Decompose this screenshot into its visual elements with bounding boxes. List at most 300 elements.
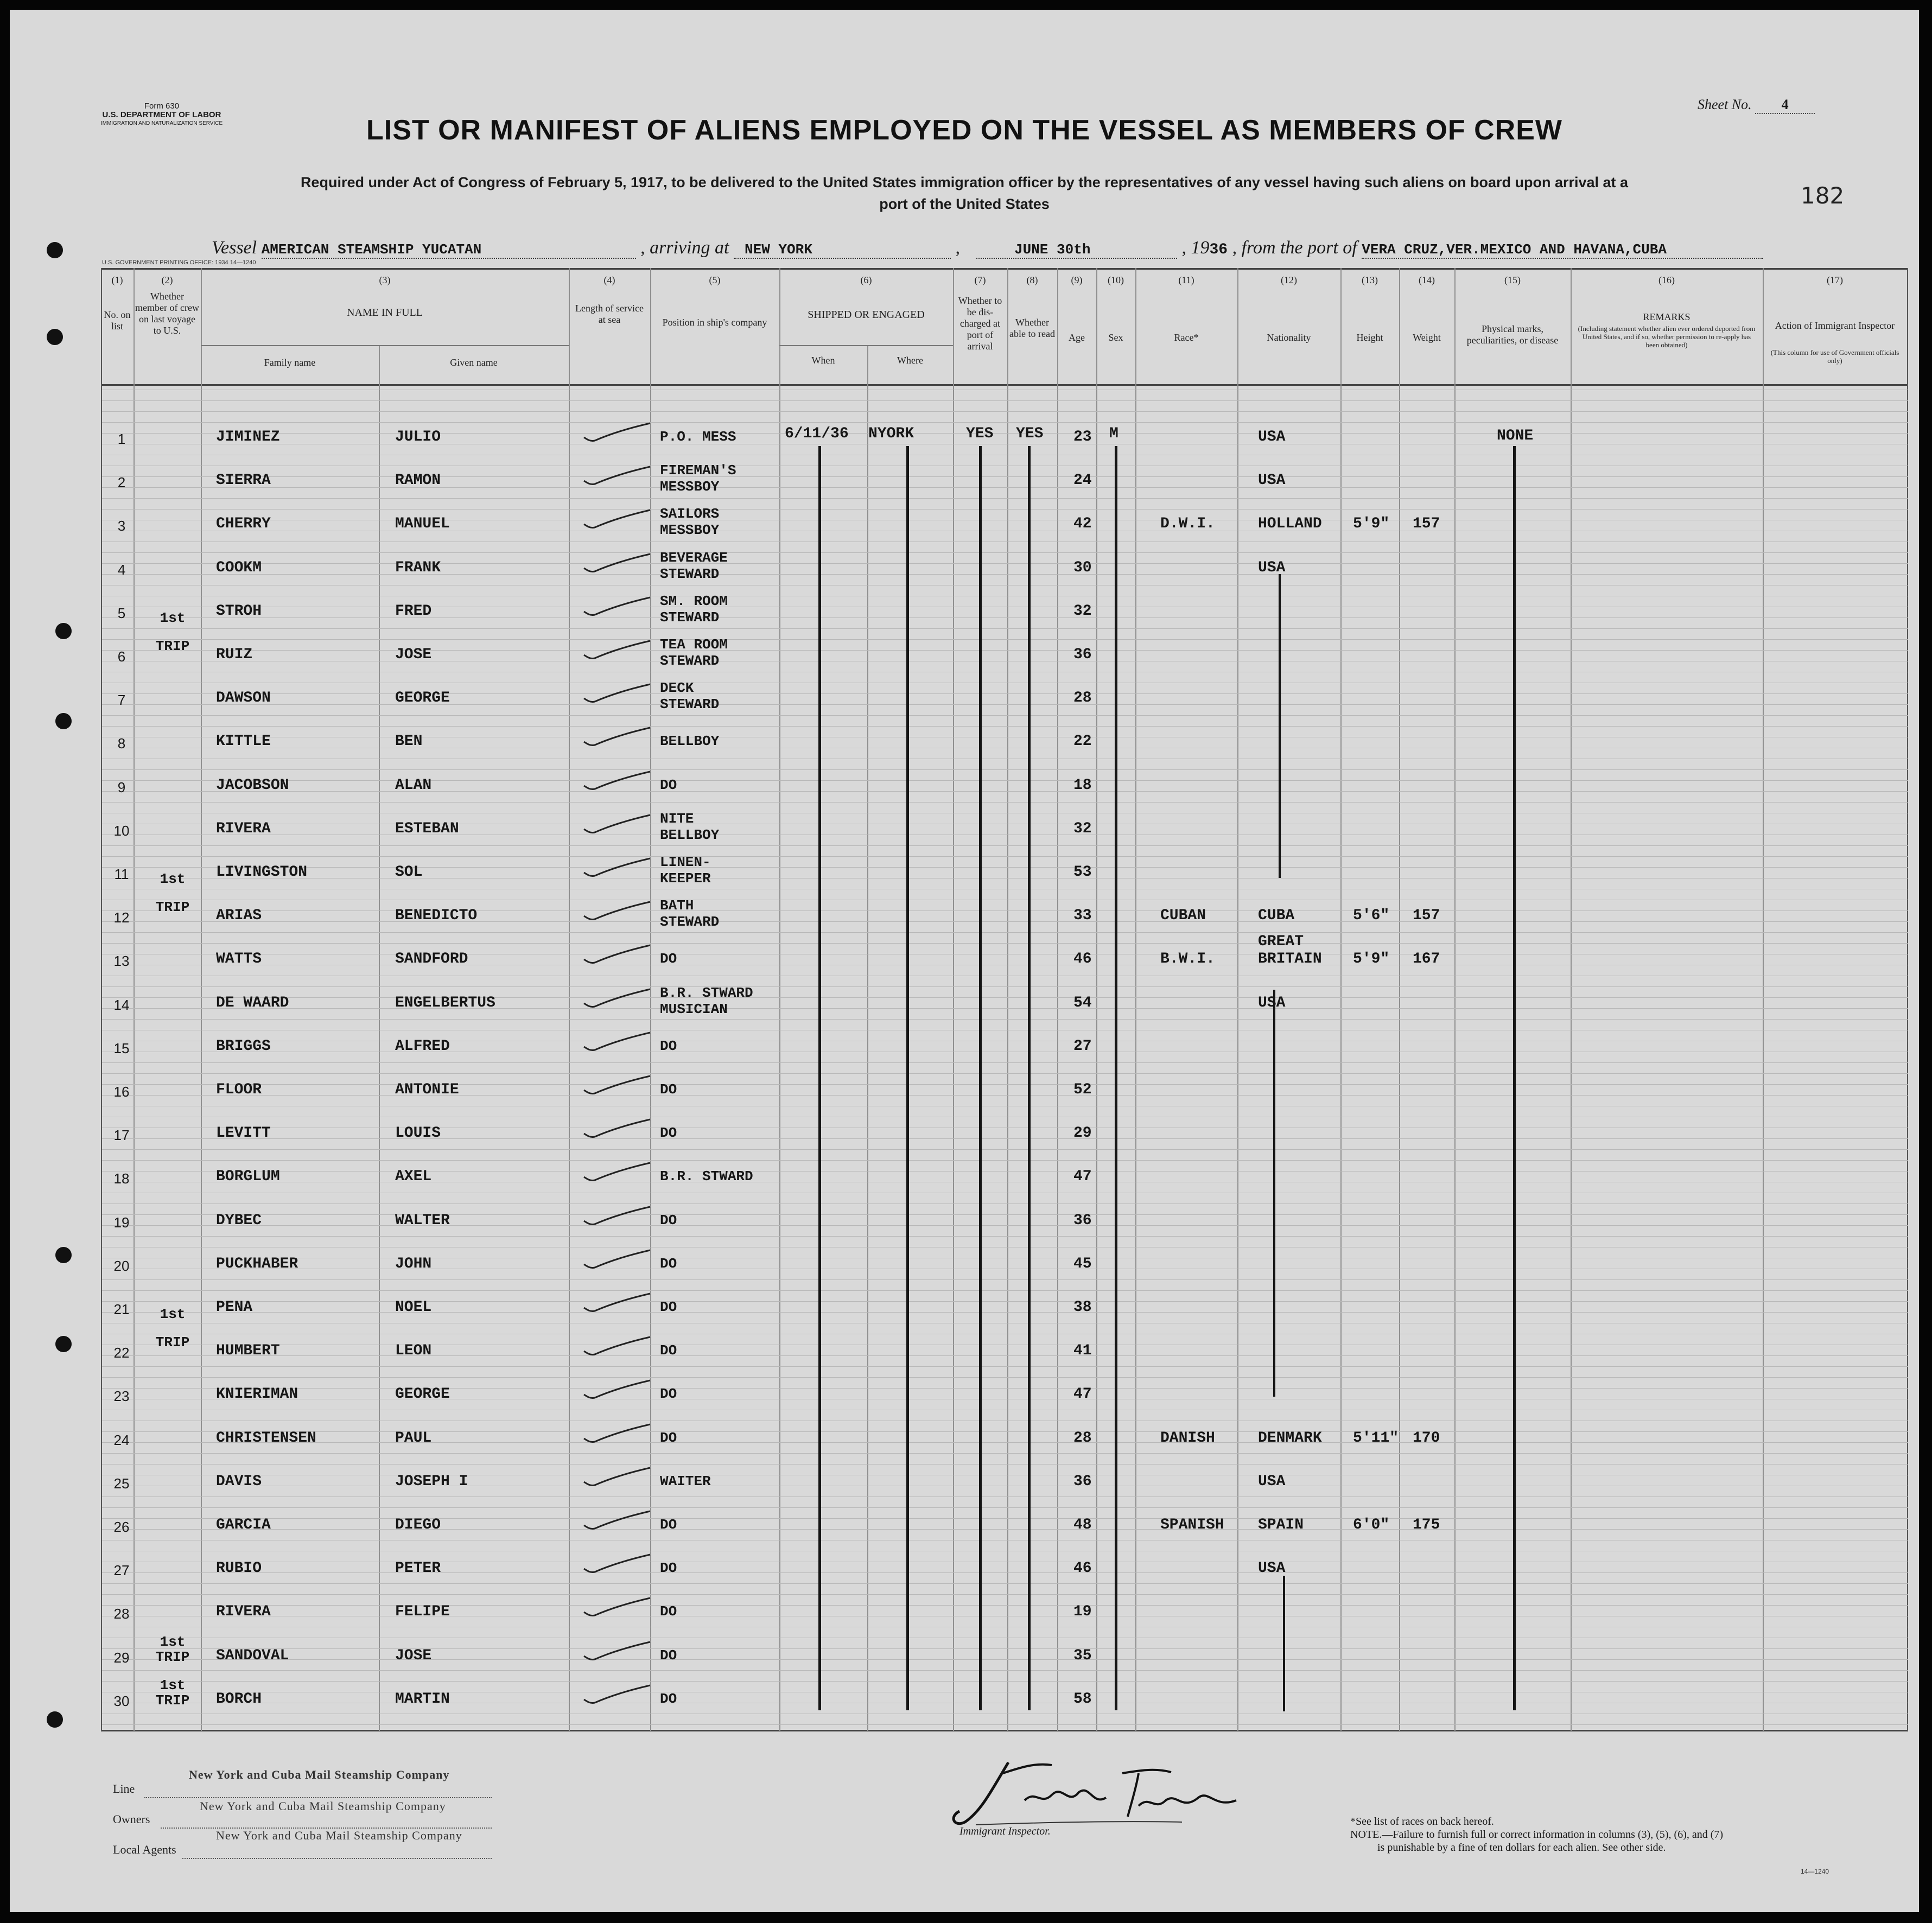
ruling-line	[102, 986, 1908, 987]
given-name: MANUEL	[395, 515, 450, 532]
table-row	[10, 1334, 1919, 1370]
nationality: DENMARK	[1258, 1430, 1322, 1447]
height: 5'11"	[1353, 1430, 1399, 1447]
family-name: COOKM	[216, 559, 262, 576]
penalty-note-2: is punishable by a fine of ten dollars for each alien. See other side.	[1377, 1842, 1666, 1854]
penalty-note	[1350, 1829, 1723, 1841]
col-number-9: (9)	[1071, 275, 1083, 285]
year-prefix: , 19	[1181, 238, 1210, 258]
checkmark-icon	[580, 552, 656, 576]
checkmark-icon	[580, 1640, 656, 1664]
given-name: FRANK	[395, 559, 441, 576]
header-whether-member: Whether member of crew on last voyage to U.S.	[135, 291, 199, 336]
position: DO	[660, 1430, 677, 1446]
checkmark-icon	[580, 1291, 656, 1315]
given-name: SANDFORD	[395, 951, 468, 967]
ruling-line	[102, 1507, 1908, 1508]
table-row	[10, 772, 1919, 804]
table-row	[10, 933, 1919, 978]
given-name: ALAN	[395, 777, 432, 794]
subtitle-line-2: port of the United States	[879, 196, 1050, 212]
name-subheader-line	[201, 345, 569, 346]
form-code: 14—1240	[1801, 1868, 1829, 1875]
family-name: SANDOVAL	[216, 1647, 289, 1664]
age: 28	[1073, 690, 1092, 706]
given-name: ENGELBERTUS	[395, 995, 495, 1011]
binder-hole	[55, 623, 72, 639]
checkmark-icon	[580, 987, 656, 1011]
checkmark-icon	[580, 1117, 656, 1141]
checkmark-icon	[580, 725, 656, 749]
ruling-line	[102, 400, 1908, 401]
ruling-line	[102, 1724, 1908, 1725]
header-shipped-engaged: SHIPPED OR ENGAGED	[808, 309, 925, 321]
position: DO	[660, 1560, 677, 1576]
race: SPANISH	[1160, 1517, 1224, 1533]
nationality: USA	[1258, 429, 1286, 445]
col-number-12: (12)	[1281, 275, 1297, 285]
table-row	[10, 550, 1919, 587]
header-able-read: Whether able to read	[1009, 317, 1055, 339]
given-name: GEORGE	[395, 690, 450, 706]
age: 35	[1073, 1647, 1092, 1664]
position: DO	[660, 1212, 677, 1228]
position: BELLBOY	[660, 733, 720, 749]
header-discharged: Whether to be dis-charged at port of arrival	[958, 295, 1002, 352]
shipped-when: 6/11/36	[785, 425, 849, 442]
table-row	[10, 1207, 1919, 1239]
family-name: RIVERA	[216, 820, 271, 837]
row-number: 3	[117, 518, 126, 534]
checkmark-icon	[580, 1552, 656, 1576]
table-row	[10, 1598, 1919, 1631]
line-label: Line	[113, 1782, 135, 1795]
given-name: RAMON	[395, 472, 441, 489]
note-text: —Failure to furnish full or correct information in columns (3), (5), (6), and (7)	[1382, 1829, 1724, 1841]
given-name: DIEGO	[395, 1517, 441, 1533]
weight: 157	[1413, 907, 1440, 924]
binder-hole	[47, 329, 63, 345]
ruling-line	[102, 1160, 1908, 1161]
age: 46	[1073, 951, 1092, 967]
page-title: LIST OR MANIFEST OF ALIENS EMPLOYED ON THE VESSEL AS MEMBERS OF CREW	[366, 114, 1562, 146]
owners-label: Owners	[113, 1812, 150, 1826]
given-name: GEORGE	[395, 1386, 450, 1403]
age: 23	[1073, 429, 1092, 445]
row-number: 24	[113, 1432, 130, 1448]
col-number-8: (8)	[1026, 275, 1038, 285]
checkmark-icon	[580, 1074, 656, 1098]
binder-hole	[47, 1711, 63, 1728]
departure-port: VERA CRUZ,VER.MEXICO AND HAVANA,CUBA	[1362, 241, 1763, 259]
row-number: 20	[113, 1258, 130, 1274]
header-action-note: (This column for use of Government officials only)	[1770, 348, 1899, 365]
row-number: 7	[117, 692, 126, 708]
row-number: 16	[113, 1084, 130, 1100]
family-name: KNIERIMAN	[216, 1386, 298, 1403]
table-row	[10, 680, 1919, 717]
table-row	[10, 1076, 1919, 1109]
given-name: JOSE	[395, 1647, 432, 1664]
col-number-11: (11)	[1178, 275, 1194, 285]
given-name: WALTER	[395, 1212, 450, 1229]
ruling-line	[102, 1594, 1908, 1595]
age: 42	[1073, 515, 1092, 532]
age: 48	[1073, 1517, 1092, 1533]
checkmark-icon	[580, 1509, 656, 1533]
weight: 175	[1413, 1517, 1440, 1533]
discharged-value: YES	[966, 425, 994, 442]
row-number: 19	[113, 1214, 130, 1231]
age: 54	[1073, 995, 1092, 1011]
inspector-label: Immigrant Inspector.	[959, 1825, 1051, 1837]
given-name: MARTIN	[395, 1691, 450, 1708]
given-name: LOUIS	[395, 1125, 441, 1142]
vessel-label: Vessel	[212, 238, 257, 258]
agents-label: Local Agents	[113, 1843, 176, 1856]
nationality: USA	[1258, 559, 1286, 576]
table-row	[10, 854, 1919, 891]
age: 19	[1073, 1603, 1092, 1620]
row-number: 25	[113, 1475, 130, 1492]
given-name: FELIPE	[395, 1603, 450, 1620]
family-name: SIERRA	[216, 472, 271, 489]
row-number: 18	[113, 1170, 130, 1187]
row-number: 12	[113, 909, 130, 926]
family-name: LIVINGSTON	[216, 864, 308, 881]
checkmark-icon	[580, 508, 656, 532]
given-name: ALFRED	[395, 1038, 450, 1055]
age: 58	[1073, 1691, 1092, 1708]
owners-value: New York and Cuba Mail Steamship Company	[200, 1799, 446, 1813]
checkmark-icon	[580, 769, 656, 793]
height: 6'0"	[1353, 1517, 1390, 1533]
header-action: Action of Immigrant Inspector	[1775, 320, 1895, 331]
row-number: 17	[113, 1127, 130, 1143]
last-voyage: 1st	[160, 871, 186, 887]
col-number-14: (14)	[1419, 275, 1435, 285]
col-number-7: (7)	[974, 275, 986, 285]
col-number-13: (13)	[1362, 275, 1378, 285]
ruling-line	[102, 769, 1908, 770]
given-name: LEON	[395, 1342, 432, 1359]
row-number: 26	[113, 1519, 130, 1535]
family-name: PENA	[216, 1299, 253, 1316]
vessel-name: AMERICAN STEAMSHIP YUCATAN	[262, 241, 636, 259]
family-name: DAWSON	[216, 690, 271, 706]
position: DO	[660, 1386, 677, 1402]
physical-value: NONE	[1497, 428, 1534, 444]
age: 30	[1073, 559, 1092, 576]
given-name: NOEL	[395, 1299, 432, 1316]
col-number-10: (10)	[1108, 275, 1124, 285]
position: TEA ROOM STEWARD	[660, 636, 728, 669]
page-number: 182	[1801, 182, 1845, 209]
col-number-17: (17)	[1827, 275, 1843, 285]
manifest-sheet	[10, 10, 1919, 1912]
binder-hole	[55, 1247, 72, 1263]
races-note: *See list of races on back hereof.	[1350, 1816, 1494, 1828]
row-number: 4	[117, 562, 126, 578]
family-name: DYBEC	[216, 1212, 262, 1229]
department-name: U.S. DEPARTMENT OF LABOR	[102, 110, 221, 119]
checkmark-icon	[580, 682, 656, 706]
age: 41	[1073, 1342, 1092, 1359]
age: 32	[1073, 820, 1092, 837]
position: LINEN- KEEPER	[660, 854, 711, 887]
last-voyage: 1st	[160, 610, 186, 626]
form-number: Form 630	[144, 101, 180, 111]
age: 22	[1073, 733, 1092, 750]
header-when: When	[811, 355, 835, 366]
nationality: USA	[1258, 472, 1286, 489]
row-number: 27	[113, 1562, 130, 1578]
given-name: ANTONIE	[395, 1081, 459, 1098]
age: 36	[1073, 1212, 1092, 1229]
age: 52	[1073, 1081, 1092, 1098]
family-name: WATTS	[216, 951, 262, 967]
header-remarks: REMARKS	[1643, 311, 1690, 322]
binder-hole	[55, 1336, 72, 1352]
family-name: JACOBSON	[216, 777, 289, 794]
checkmark-icon	[580, 1596, 656, 1620]
table-top-border	[101, 268, 1908, 270]
row-number: 14	[113, 997, 130, 1013]
col-number-2: (2)	[161, 275, 173, 285]
table-bottom-border	[101, 1730, 1908, 1731]
given-name: JOHN	[395, 1256, 432, 1272]
race: DANISH	[1160, 1430, 1215, 1447]
row-number: 23	[113, 1388, 130, 1404]
table-row	[10, 1555, 1919, 1587]
position: DO	[660, 1256, 677, 1272]
header-weight: Weight	[1413, 332, 1441, 343]
checkmark-icon	[580, 1161, 656, 1185]
vessel-line: Vessel AMERICAN STEAMSHIP YUCATAN , arriving at NEW YORK , JUNE 30th , 1936 , from the port of VERA CRUZ,VER.MEXICO AND HAVANA,CUBA	[212, 238, 1763, 259]
nationality: SPAIN	[1258, 1517, 1304, 1533]
age: 47	[1073, 1168, 1092, 1185]
position: DO	[660, 1342, 677, 1359]
position: DO	[660, 1038, 677, 1054]
race: B.W.I.	[1160, 951, 1215, 967]
col-number-4: (4)	[603, 275, 615, 285]
table-row	[10, 636, 1919, 673]
given-name: AXEL	[395, 1168, 432, 1185]
table-row	[10, 1634, 1919, 1674]
last-voyage: TRIP	[155, 638, 190, 654]
checkmark-icon	[580, 1248, 656, 1272]
header-length-service: Length of service at sea	[575, 303, 644, 325]
family-name: PUCKHABER	[216, 1256, 298, 1272]
height: 5'9"	[1353, 951, 1390, 967]
age: 45	[1073, 1256, 1092, 1272]
ruling-line	[102, 1681, 1908, 1682]
ruling-line	[102, 943, 1908, 944]
header-sex: Sex	[1108, 332, 1123, 343]
position: BATH STEWARD	[660, 897, 720, 930]
binder-hole	[55, 713, 72, 729]
subtitle-line-1: Required under Act of Congress of February 5, 1917, to be delivered to the United States immigration officer by the representatives of any vessel having such aliens on board upon arrival at a	[300, 174, 1629, 190]
col-number-5: (5)	[709, 275, 721, 285]
family-name: RIVERA	[216, 1603, 271, 1620]
nationality: GREAT BRITAIN	[1258, 933, 1322, 967]
table-row	[10, 1380, 1919, 1413]
col-number-6: (6)	[860, 275, 872, 285]
family-name: RUIZ	[216, 646, 253, 663]
family-name: JIMINEZ	[216, 429, 280, 445]
last-voyage: 1st TRIP	[155, 1634, 190, 1665]
checkmark-icon	[580, 1335, 656, 1359]
col-number-1: (1)	[111, 275, 123, 285]
last-voyage: 1st TRIP	[155, 1677, 190, 1709]
family-name: BORGLUM	[216, 1168, 280, 1185]
family-name: STROH	[216, 603, 262, 620]
table-row	[10, 1163, 1919, 1195]
header-physical: Physical marks, peculiarities, or disease	[1466, 323, 1559, 346]
height: 5'9"	[1353, 515, 1390, 532]
checkmark-icon	[580, 1683, 656, 1707]
age: 27	[1073, 1038, 1092, 1055]
table-row	[10, 897, 1919, 934]
position: DO	[660, 1299, 677, 1315]
header-height: Height	[1356, 332, 1383, 343]
row-number: 1	[117, 431, 126, 447]
race: CUBAN	[1160, 907, 1206, 924]
row-number: 22	[113, 1345, 130, 1361]
family-name: GARCIA	[216, 1517, 271, 1533]
col-number-16: (16)	[1658, 275, 1675, 285]
header-no-on-list: No. on list	[104, 309, 131, 332]
position: BEVERAGE STEWARD	[660, 550, 728, 582]
given-name: JOSEPH I	[395, 1473, 468, 1490]
row-number: 29	[113, 1650, 130, 1666]
sex-value: M	[1109, 425, 1118, 442]
family-name: CHERRY	[216, 515, 271, 532]
header-given-name: Given name	[450, 357, 498, 368]
position: P.O. MESS	[660, 429, 736, 445]
checkmark-icon	[580, 1466, 656, 1489]
row-number: 6	[117, 648, 126, 665]
table-row	[10, 985, 1919, 1022]
age: 33	[1073, 907, 1092, 924]
checkmark-icon	[580, 464, 656, 488]
able-read-value: YES	[1016, 425, 1044, 442]
table-row	[10, 1250, 1919, 1283]
position: WAITER	[660, 1473, 711, 1489]
ruling-line	[102, 639, 1908, 640]
ruling-line	[102, 411, 1908, 412]
header-family-name: Family name	[264, 357, 316, 368]
age: 53	[1073, 864, 1092, 881]
age: 18	[1073, 777, 1092, 794]
age: 36	[1073, 1473, 1092, 1490]
position: DO	[660, 1647, 677, 1664]
position: DO	[660, 1691, 677, 1707]
position: SM. ROOM STEWARD	[660, 593, 728, 626]
table-row	[10, 1424, 1919, 1457]
note-label: NOTE.	[1350, 1829, 1382, 1841]
age: 38	[1073, 1299, 1092, 1316]
ruling-line	[102, 1290, 1908, 1291]
age: 36	[1073, 646, 1092, 663]
family-name: LEVITT	[216, 1125, 271, 1142]
family-name: KITTLE	[216, 733, 271, 750]
family-name: BRIGGS	[216, 1038, 271, 1055]
family-name: DE WAARD	[216, 995, 289, 1011]
binder-hole	[47, 242, 63, 258]
family-name: DAVIS	[216, 1473, 262, 1490]
position: FIREMAN'S MESSBOY	[660, 462, 736, 495]
position: DO	[660, 1081, 677, 1098]
arrival-year: 36	[1209, 241, 1228, 258]
row-number: 2	[117, 474, 126, 491]
header-bottom-border	[101, 384, 1908, 386]
given-name: FRED	[395, 603, 432, 620]
nationality: CUBA	[1258, 907, 1295, 924]
family-name: ARIAS	[216, 907, 262, 924]
row-number: 10	[113, 823, 130, 839]
line-rule	[144, 1796, 492, 1798]
page-subtitle	[118, 171, 1810, 215]
given-name: BENEDICTO	[395, 907, 478, 924]
from-label: , from the port of	[1232, 238, 1357, 258]
checkmark-icon	[580, 856, 656, 880]
ruling-line	[102, 856, 1908, 857]
header-nationality: Nationality	[1267, 332, 1311, 343]
position: B.R. STWARD	[660, 1168, 753, 1185]
position: DO	[660, 1125, 677, 1141]
header-remarks-note: (Including statement whether alien ever ordered deported from United States, and if so, whether permission to re-apply has been obtained)	[1578, 324, 1756, 349]
shipped-subheader-line	[779, 345, 953, 346]
family-name: FLOOR	[216, 1081, 262, 1098]
nationality: USA	[1258, 1560, 1286, 1577]
age: 32	[1073, 603, 1092, 620]
position: DO	[660, 777, 677, 793]
last-voyage: TRIP	[155, 1334, 190, 1351]
sheet-number: 4	[1755, 97, 1815, 114]
checkmark-icon	[580, 421, 656, 445]
given-name: JOSE	[395, 646, 432, 663]
family-name: RUBIO	[216, 1560, 262, 1577]
printing-office: U.S. GOVERNMENT PRINTING OFFICE: 1934 14—1240	[102, 259, 256, 266]
age: 46	[1073, 1560, 1092, 1577]
last-voyage: TRIP	[155, 899, 190, 915]
sheet-number-field	[1698, 97, 1815, 114]
agents-value: New York and Cuba Mail Steamship Company	[216, 1829, 462, 1842]
checkmark-icon	[580, 1378, 656, 1402]
given-name: SOL	[395, 864, 423, 881]
table-row	[10, 1677, 1919, 1718]
age: 28	[1073, 1430, 1092, 1447]
position: DO	[660, 1603, 677, 1620]
table-row	[10, 728, 1919, 760]
weight: 157	[1413, 515, 1440, 532]
given-name: ESTEBAN	[395, 820, 459, 837]
checkmark-icon	[580, 813, 656, 837]
row-number: 9	[117, 779, 126, 795]
table-row	[10, 811, 1919, 848]
header-position: Position in ship's company	[662, 317, 767, 328]
position: DECK STEWARD	[660, 680, 720, 712]
last-voyage: 1st	[160, 1306, 186, 1322]
position: NITE BELLBOY	[660, 811, 720, 843]
table-row	[10, 1119, 1919, 1152]
row-number: 5	[117, 605, 126, 621]
row-number: 30	[113, 1693, 130, 1709]
row-number: 28	[113, 1606, 130, 1622]
ruling-line	[102, 1377, 1908, 1378]
row-number: 13	[113, 953, 130, 969]
